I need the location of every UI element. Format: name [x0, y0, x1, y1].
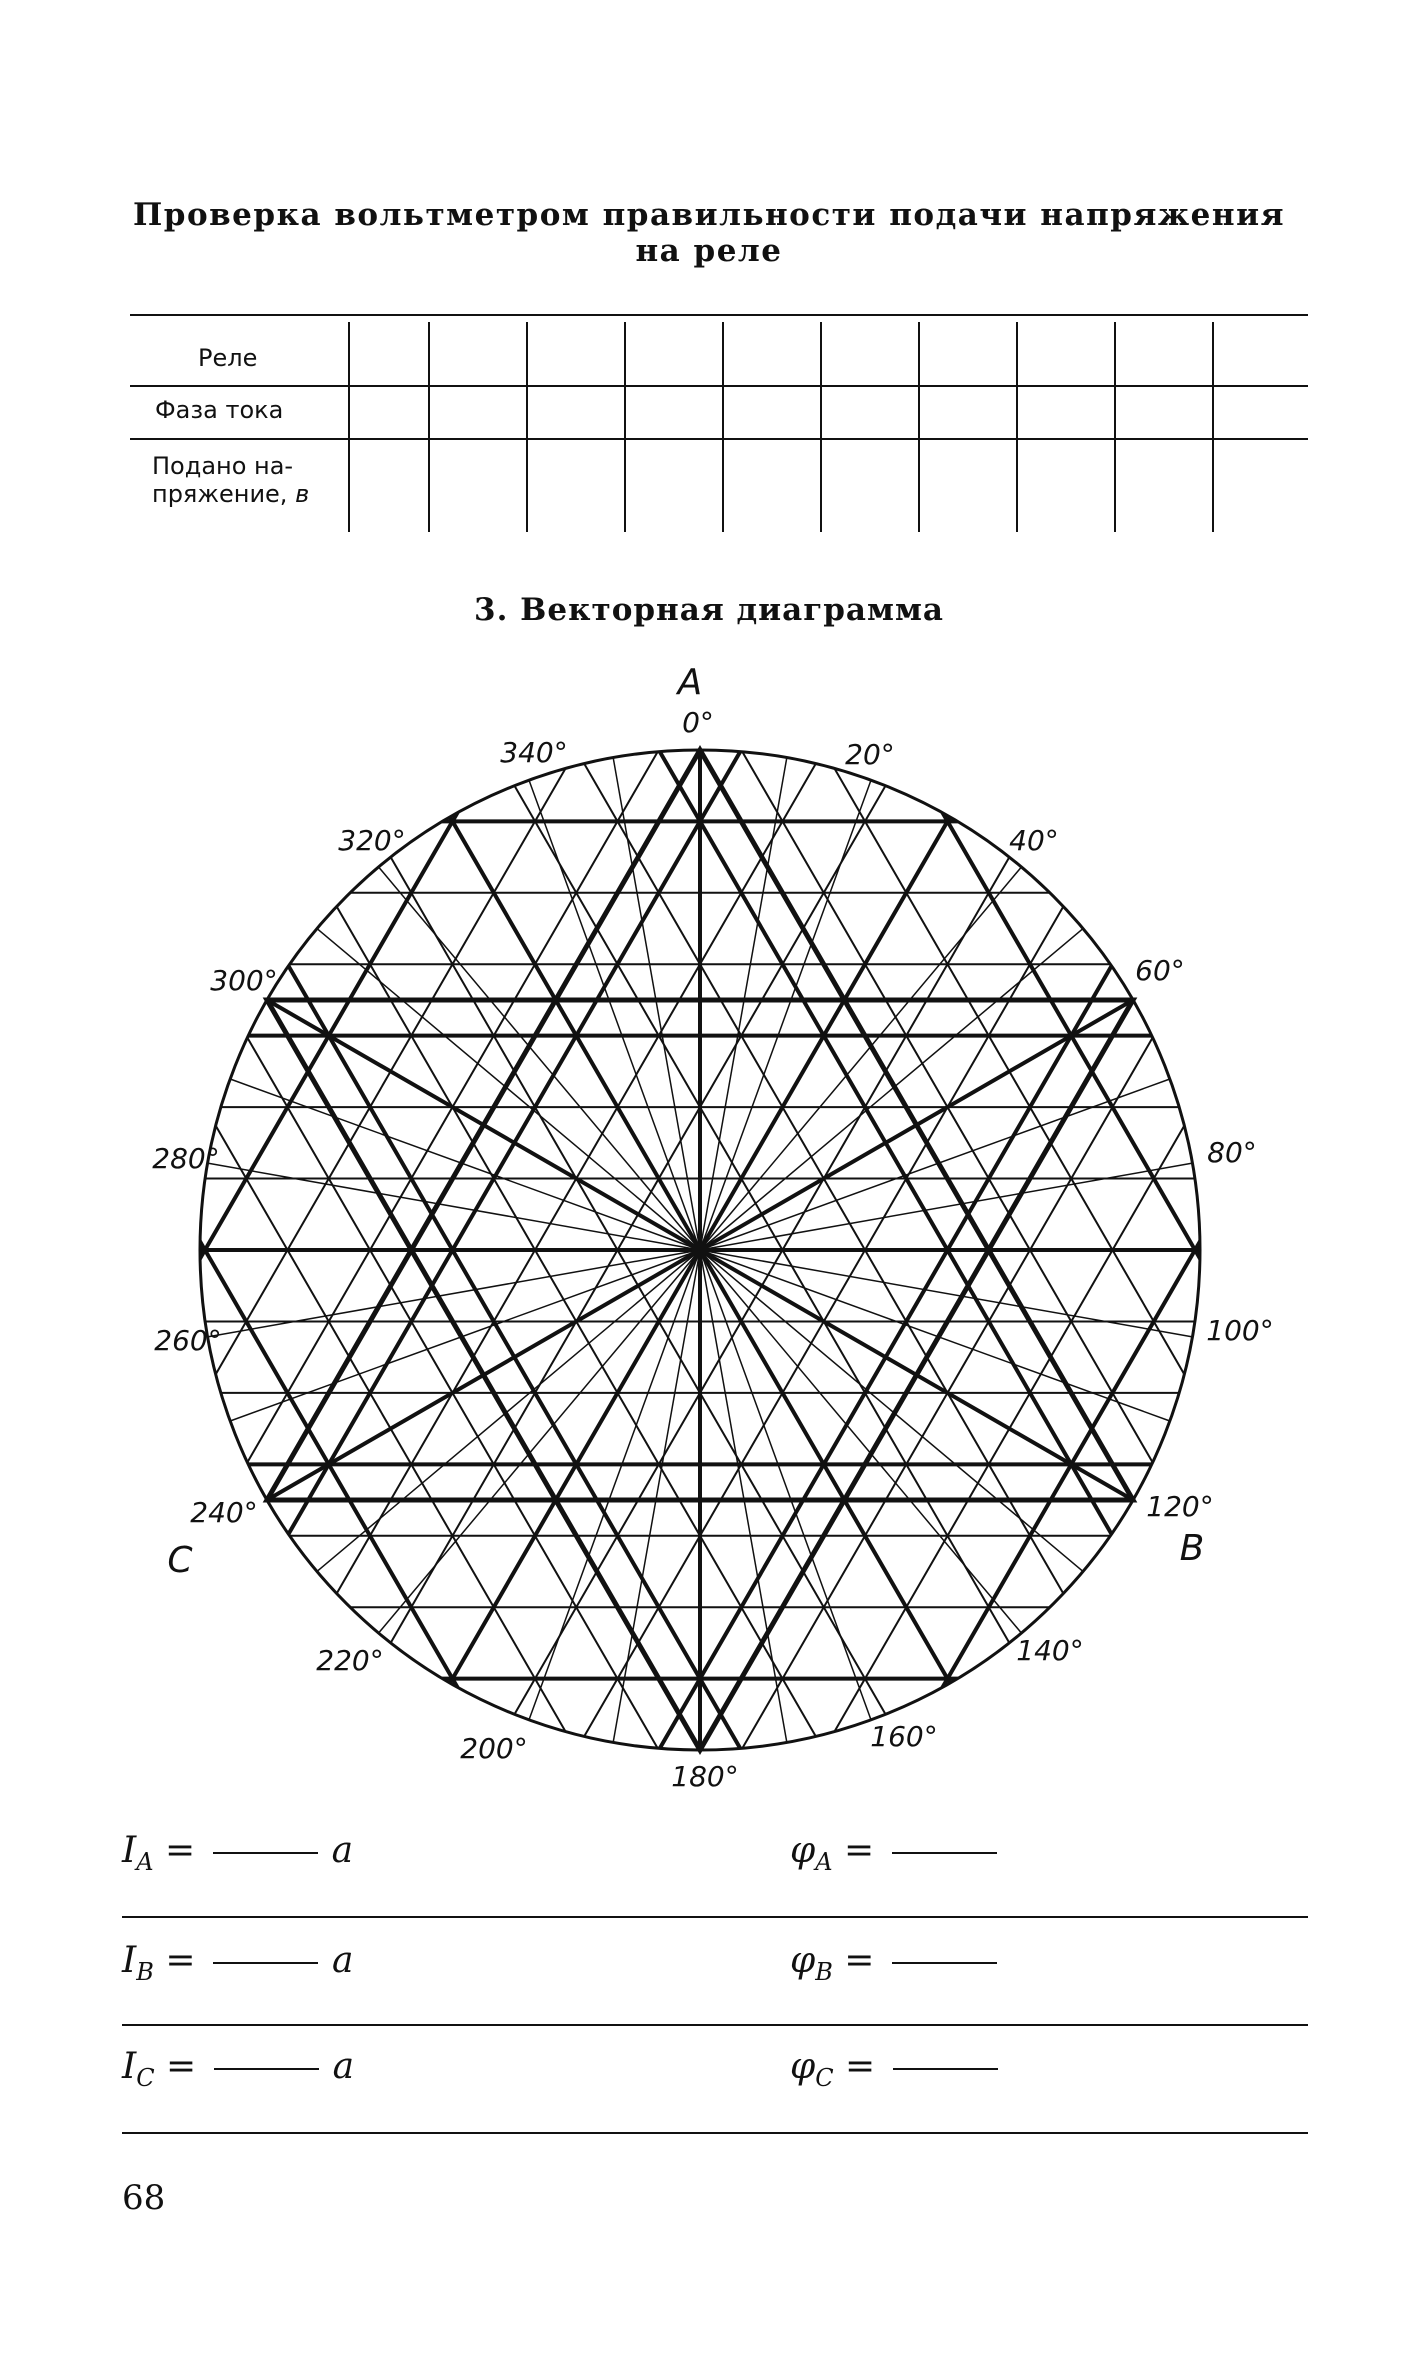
- results-rule: [122, 1916, 1308, 1918]
- angle-label-120: 120°: [1146, 1490, 1214, 1523]
- radial-line: [700, 867, 1021, 1250]
- table-column-divider: [624, 322, 626, 532]
- page-heading-line2: на реле: [635, 233, 783, 269]
- current-symbol: I: [122, 1830, 137, 1871]
- current-a-blank[interactable]: [213, 1852, 318, 1854]
- table-row-label-relay: Реле: [198, 344, 258, 372]
- table-row-label-voltage: [152, 452, 309, 508]
- grid-line: [186, 145, 1418, 2363]
- center-point: [691, 1241, 709, 1259]
- angle-phase: A: [815, 1848, 833, 1877]
- grid-line: [371, 0, 1418, 2248]
- table-row-label-phase: Фаза тока: [155, 396, 284, 424]
- current-unit: a: [331, 1830, 354, 1871]
- angle-c-blank[interactable]: [893, 2068, 998, 2070]
- voltage-label-line2: [152, 480, 309, 508]
- angle-label-160: 160°: [870, 1720, 938, 1753]
- section-title: 3. Векторная диаграмма: [474, 592, 944, 628]
- current-phase: A: [136, 1848, 154, 1877]
- angle-symbol: φ: [790, 1830, 816, 1871]
- radial-line: [700, 1250, 1083, 1571]
- current-phase: C: [136, 2064, 155, 2093]
- angle-label-320: 320°: [338, 824, 406, 857]
- angle-label-340: 340°: [500, 736, 568, 769]
- current-c-formula: $I_C = a$: [122, 2046, 355, 2093]
- table-row-divider: [130, 438, 1308, 440]
- angle-label-180: 180°: [671, 1760, 739, 1793]
- angle-label-80: 80°: [1207, 1136, 1257, 1169]
- angle-label-240: 240°: [190, 1496, 258, 1529]
- angle-phase: C: [815, 2064, 834, 2093]
- table-column-divider: [1212, 322, 1214, 532]
- angle-label-100: 100°: [1206, 1314, 1274, 1347]
- vector-diagram: [150, 660, 1274, 1800]
- table-top-rule: [130, 314, 1308, 316]
- radial-line: [700, 929, 1083, 1250]
- current-symbol: I: [122, 2046, 137, 2087]
- table-column-divider: [820, 322, 822, 532]
- phase-label-a: A: [677, 662, 703, 703]
- angle-c-formula: $\varphi_C$ =: [790, 2046, 1004, 2092]
- current-c-blank[interactable]: [214, 2068, 319, 2070]
- grid-line: [124, 0, 1418, 2363]
- phase-label-b: B: [1179, 1528, 1205, 1569]
- angle-label-200: 200°: [460, 1732, 528, 1765]
- current-b-blank[interactable]: [213, 1962, 318, 1964]
- voltage-label-line1: Подано на-: [152, 452, 294, 480]
- table-row-divider: [130, 385, 1308, 387]
- radial-line: [700, 1250, 1021, 1633]
- table-column-divider: [1114, 322, 1116, 532]
- current-a-formula: $I_A = a$: [122, 1830, 354, 1877]
- angle-b-formula: $\varphi_B$ =: [790, 1940, 1003, 1986]
- table-column-divider: [722, 322, 724, 532]
- voltage-label-text: пряжение,: [152, 480, 288, 508]
- table-column-divider: [526, 322, 528, 532]
- angle-a-formula: $\varphi_A$ =: [790, 1830, 1003, 1876]
- angle-a-blank[interactable]: [892, 1852, 997, 1854]
- table-column-divider: [348, 322, 350, 532]
- radial-line: [379, 867, 700, 1250]
- table-column-divider: [428, 322, 430, 532]
- page-heading: Проверка вольтметром правильности подачи напряжения: [133, 197, 1285, 233]
- angle-label-300: 300°: [210, 964, 278, 997]
- current-unit: a: [331, 1940, 354, 1981]
- angle-label-20: 20°: [845, 738, 895, 771]
- page-number: 68: [122, 2178, 166, 2218]
- angle-phase: B: [815, 1958, 833, 1987]
- angle-symbol: φ: [790, 1940, 816, 1981]
- angle-label-280: 280°: [152, 1142, 220, 1175]
- radial-line: [379, 1250, 700, 1633]
- table-column-divider: [918, 322, 920, 532]
- results-rule: [122, 2132, 1308, 2134]
- current-phase: B: [136, 1958, 154, 1987]
- phase-label-c: C: [167, 1540, 193, 1581]
- table-column-divider: [1016, 322, 1018, 532]
- angle-label-0: 0°: [682, 706, 714, 739]
- angle-label-220: 220°: [316, 1644, 384, 1677]
- voltage-unit: в: [295, 480, 310, 508]
- angle-label-60: 60°: [1135, 954, 1185, 987]
- current-symbol: I: [122, 1940, 137, 1981]
- angle-label-140: 140°: [1016, 1634, 1084, 1667]
- angle-b-blank[interactable]: [892, 1962, 997, 1964]
- angle-label-260: 260°: [154, 1324, 222, 1357]
- current-unit: a: [332, 2046, 355, 2087]
- results-rule: [122, 2024, 1308, 2026]
- angle-symbol: φ: [790, 2046, 816, 2087]
- radial-line: [317, 929, 700, 1250]
- current-b-formula: $I_B = a$: [122, 1940, 354, 1987]
- radial-line: [317, 1250, 700, 1571]
- angle-label-40: 40°: [1009, 824, 1059, 857]
